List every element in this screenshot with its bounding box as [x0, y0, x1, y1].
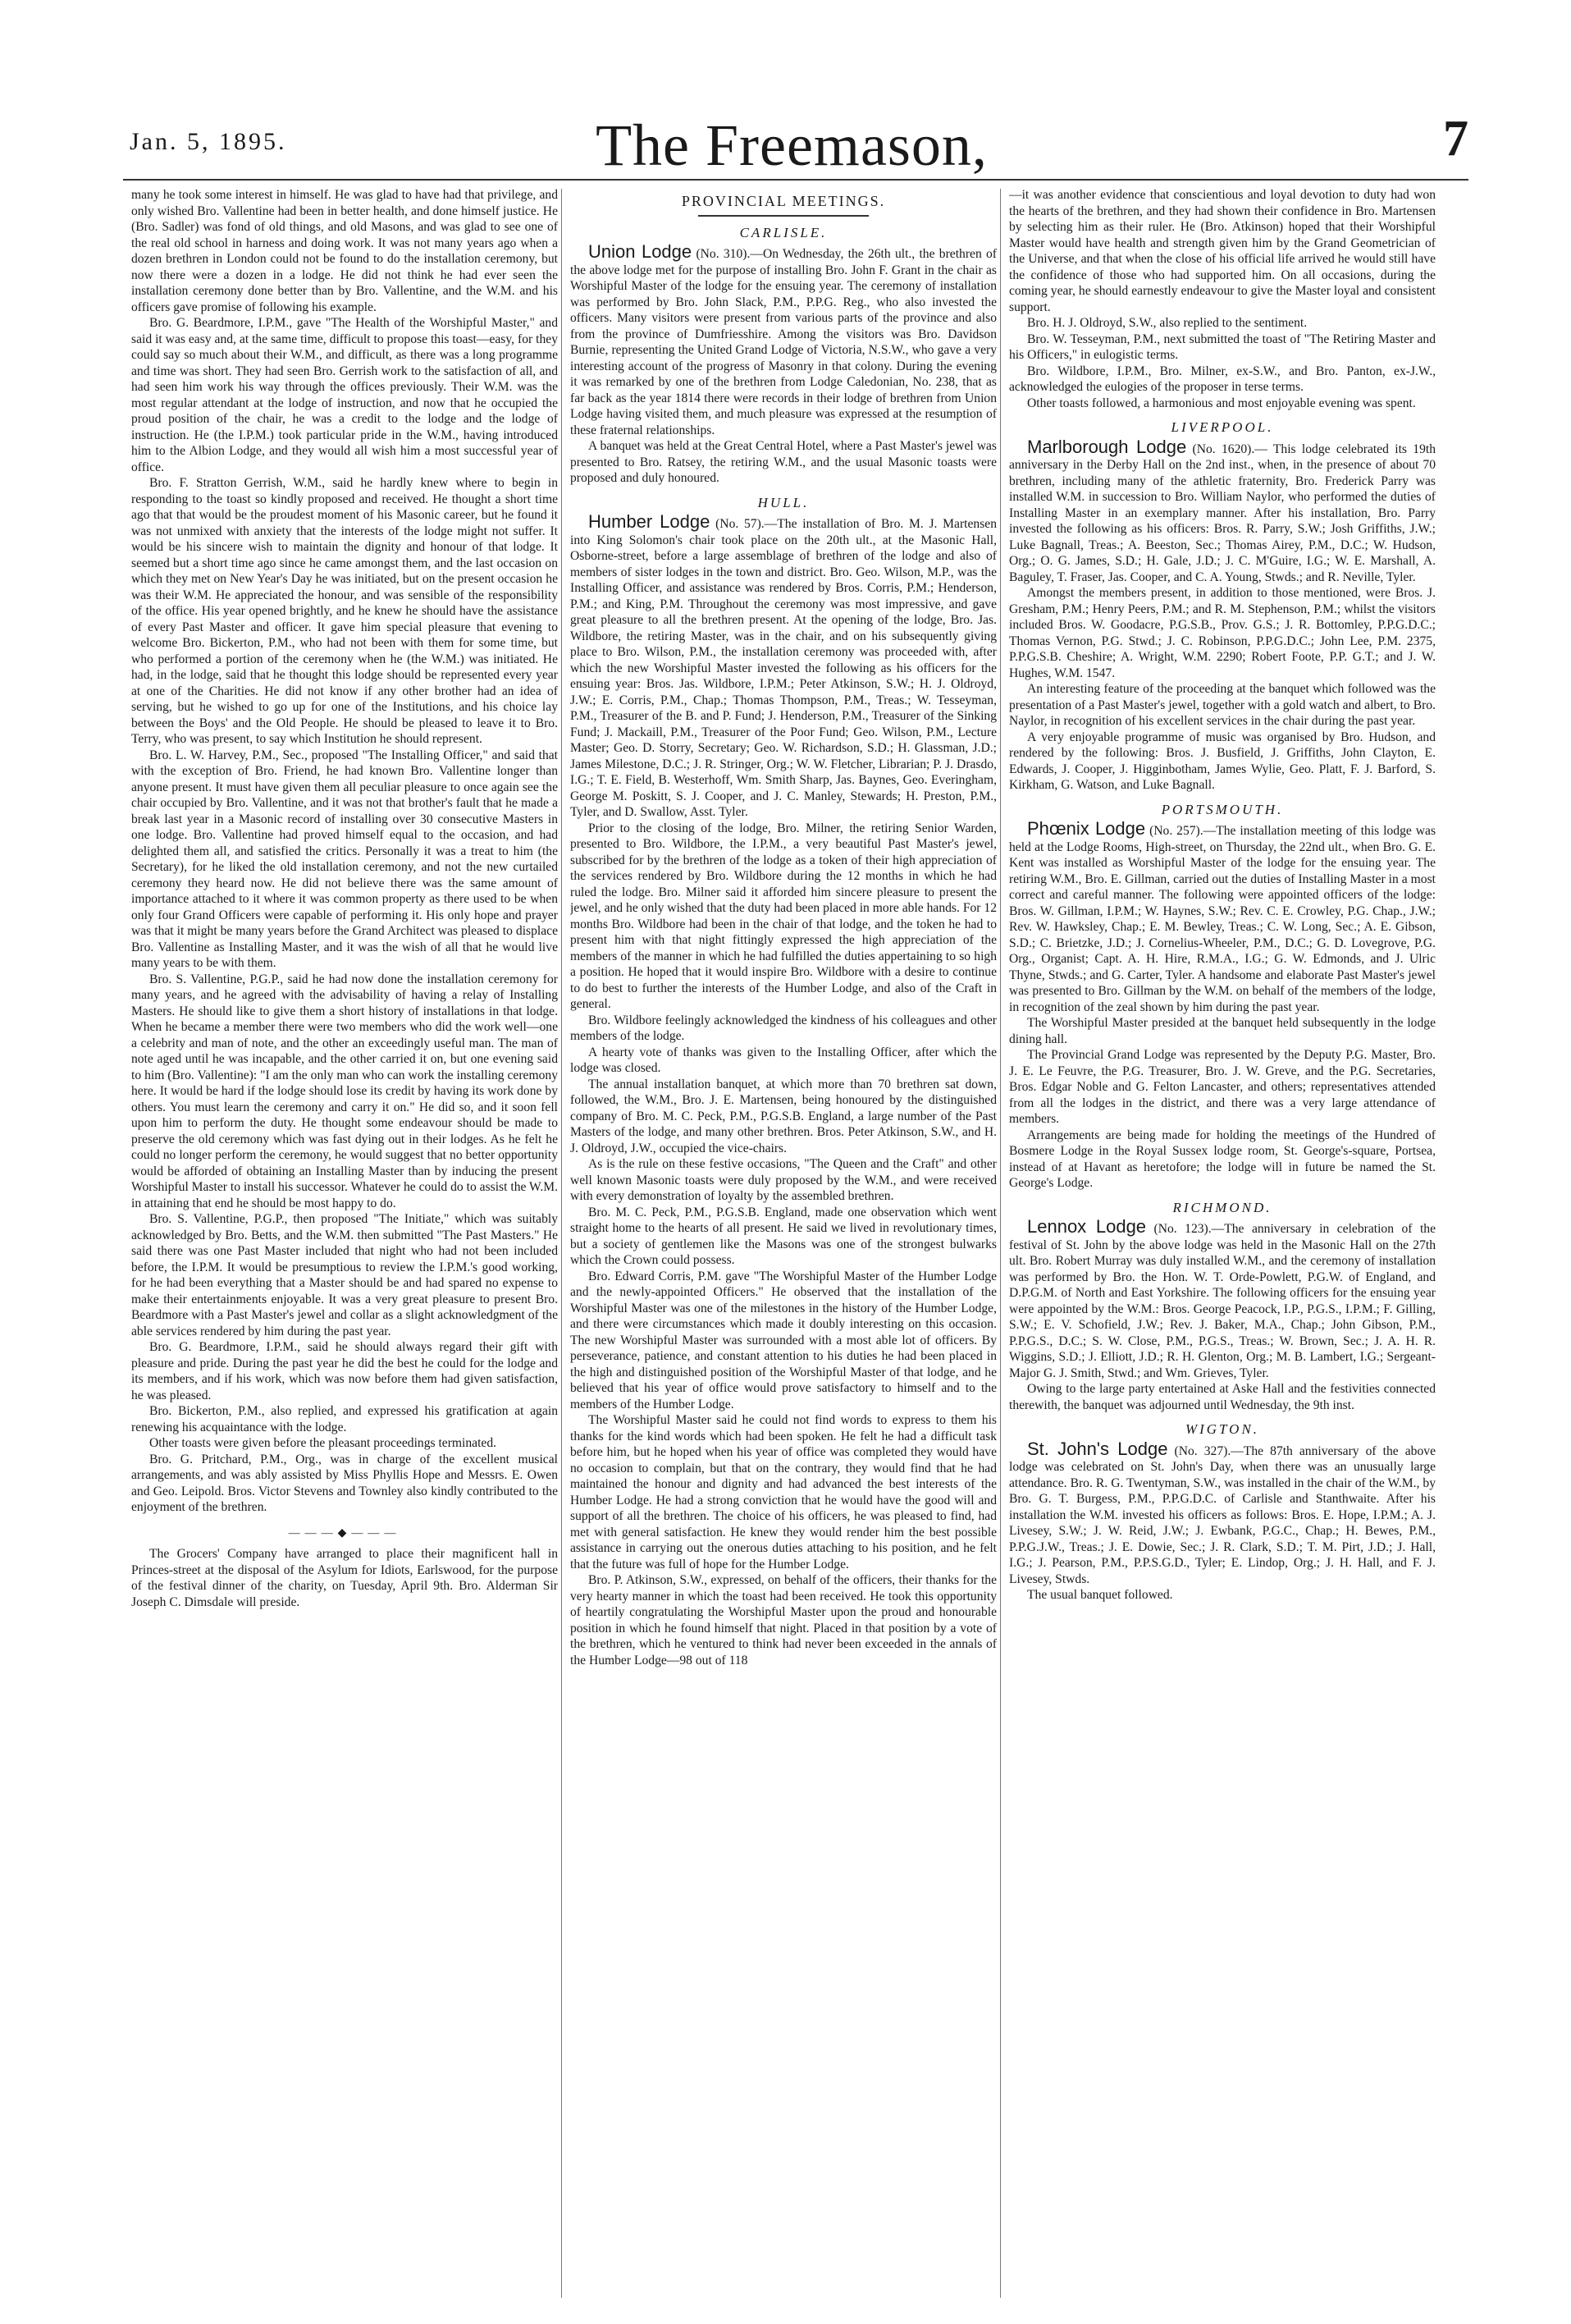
- lodge-name: Phœnix Lodge: [1027, 818, 1146, 839]
- paragraph: Bro. M. C. Peck, P.M., P.G.S.B. England, made one observation which went straight home to the hearts of all present. He said we lived in revolutionary times, but a society of gentlemen like the Masons was one of the strongest bulwarks which the Crown could possess.: [570, 1205, 997, 1267]
- paragraph: Bro. L. W. Harvey, P.M., Sec., proposed "The Installing Officer," and said that with the exception of Bro. Friend, he had known Bro. Vallentine longer than anyone present. It must have given them all peculiar pleasure to once again see the chair occupied by Bro. Vallentine, and it was not that brother's fault that he made a break last year in a Masonic record of installing over 30 consecutive Masters in one lodge. Bro. Vallentine had proved himself equal to the occasion, and had delighted them all, and satisfied the critics. Personally it was a treat to him (the Secretary), for he liked the old installation ceremony, and not the new curtailed ceremony they heard now. He did not believe there was the same amount of importance attached to it where it was common property as there used to be when only four Grand Officers were capable of performing it. His only hope and prayer was that it might be many years before the Grand Architect was pleased to displace Bro. Vallentine as Installing Master, and it was the wish of all that he would live many years to be with them.: [131, 748, 558, 970]
- paragraph: Prior to the closing of the lodge, Bro. Milner, the retiring Senior Warden, presented to Bro. Wildbore, the I.P.M., a very beautiful Past Master's jewel, subscribed for by the brethren of the lodge as a token of their high appreciation of the services rendered by Bro. Wildbore during the 12 months in which he had ruled the lodge. Bro. Milner said it afforded him sincere pleasure to present the jewel, and he only wished that the duty had been placed in more able hands. For 12 months Bro. Wildbore had been in the chair of that lodge, and the token he had to present him with that night fittingly expressed the high appreciation of the members of the manner in which he had fulfilled the duties appertaining to so high a position. He hoped that it would inspire Bro. Wildbore with a desire to continue to do best to further the interests of the Humber Lodge, and also of the Craft in general.: [570, 821, 997, 1011]
- place-heading-richmond: RICHMOND.: [1172, 1199, 1272, 1215]
- lodge-name: Marlborough Lodge: [1027, 436, 1187, 457]
- paragraph: Bro. S. Vallentine, P.G.P., then proposed "The Initiate," which was suitably acknowledged by Bro. Betts, and the W.M. then submitted "The Past Masters." He said there was one Past Master included that night who had not been included before, the I.P.M. It would be presumptious to review the I.P.M.'s good working, for he had been everything that a Master should be and had spared no expense to make their entertainments enjoyable. It was a very great pleasure to present Bro. Beardmore with a Past Master's jewel and collar as a slight acknowledgment of the able services rendered by him during the past year.: [131, 1212, 558, 1338]
- paragraph: Other toasts followed, a harmonious and most enjoyable evening was spent.: [1027, 396, 1416, 410]
- lodge-number: (No. 257).: [1149, 824, 1203, 838]
- column-1: [131, 187, 558, 2288]
- section-heading: PROVINCIAL MEETINGS.: [681, 193, 886, 209]
- column-2: [570, 187, 997, 2288]
- paragraph: many he took some interest in himself. He was glad to have had that privilege, and only wished Bro. Vallentine had been in better health, and done himself justice. He (Bro. Sadler) was fond of old things, and old Masons, and was glad to see one of the real old school in harness and doing work. It was not many years ago when a dozen brethren in London could not be found to do the installation ceremony, but now there were a dozen in a lodge. He did not think he had ever seen the installation ceremony done better than by Bro. Vallentine, and the W.M. and his officers gave promise of following his example.: [131, 188, 558, 314]
- issue-date: Jan. 5, 1895.: [130, 128, 287, 155]
- paragraph: Bro. Wildbore feelingly acknowledged the kindness of his colleagues and other members of the lodge.: [570, 1013, 997, 1043]
- paragraph: A hearty vote of thanks was given to the Installing Officer, after which the lodge was closed.: [570, 1045, 997, 1075]
- lodge-number: (No. 1620).: [1192, 441, 1255, 456]
- column-divider: [1000, 189, 1001, 2298]
- place-heading-carlisle: CARLISLE.: [739, 224, 828, 240]
- paragraph: Bro. Wildbore, I.P.M., Bro. Milner, ex-S.W., and Bro. Panton, ex-J.W., acknowledged the eulogies of the proposer in terse terms.: [1009, 364, 1436, 394]
- lodge-name: St. John's Lodge: [1027, 1438, 1168, 1459]
- masthead: [115, 111, 1468, 181]
- lodge-name: Union Lodge: [588, 241, 692, 262]
- paragraph: —it was another evidence that conscientious and loyal devotion to duty had won the hearts of the brethren, and they had shown their confidence in Bro. Martensen by selecting him as their ruler. He (Bro. Atkinson) hoped that their Worshipful Master would have health and strength given him by the Grand Geometrician of the Universe, and that when the close of his official life arrived he would still have the confidence of those who had supported him. On all occasions, during the coming year, he should earnestly endeavour to give the Master loyal and consistent support.: [1009, 188, 1436, 314]
- paragraph: Bro. H. J. Oldroyd, S.W., also replied to the sentiment.: [1027, 316, 1308, 330]
- lodge-report-lennox: [1009, 1216, 1436, 1381]
- paragraph: Bro. W. Tesseyman, P.M., next submitted the toast of "The Retiring Master and his Officers," in eulogistic terms.: [1009, 332, 1436, 362]
- paragraph: Bro. S. Vallentine, P.G.P., said he had now done the installation ceremony for many years, and he agreed with the advisability of having a relay of Installing Masters. He should like to give them a short history of installations in that lodge. When he became a member there were two members who did the work well—one a celebrity and man of note, and the other an exceedingly useful man. The man of note aged until he was incapable, and the other carried it on, but one evening said to him (Bro. Vallentine): "I am the only man who can work the installing ceremony here. It would be hard if the lodge should lose its credit by having its work done by others. You must learn the ceremony and carry it on." He did so, and it soon fell upon him to perform the duty. He thought some endeavour should be made to preserve the old ceremony which was fast dying out in their lodges. As he felt he could no longer perform the ceremony, he would suggest that no better opportunity would be afforded of obtaining an Installing Master than by inducing the present Worshipful Master to install his successor. Whatever he could do to assist the W.M. in attaining that end he should be most happy to do.: [131, 972, 558, 1210]
- paragraph: The Worshipful Master said he could not find words to express to them his thanks for the kind words which had been spoken. He felt he had a difficult task before him, but he hoped when his year of office was completed they would have no occasion to complain, but that on the contrary, they would find that he had maintained the honour and dignity and had advanced the best interests of the Humber Lodge. He had a strong conviction that he would have the good will and support of all the brethren. The choice of his officers, he was pleased to find, had met with general satisfaction. He knew they would render him the best possible assistance in carrying out the onerous duties attaching to his position, and he felt that the future was full of hope for the Humber Lodge.: [570, 1413, 997, 1571]
- paragraph: The Worshipful Master presided at the banquet held subsequently in the lodge dining hall.: [1009, 1016, 1436, 1046]
- paragraph: An interesting feature of the proceeding at the banquet which followed was the presentation of a Past Master's jewel, together with a gold watch and albert, to Bro. Naylor, in recognition of his excellent services in the chair during the past year.: [1009, 682, 1436, 728]
- report-text: —The installation of Bro. M. J. Martensen into King Solomon's chair took place on the 20th ult., at the Masonic Hall, Osborne-street, before a large assemblage of brethren of the lodge and also of members of sister lodges in the town and district. Bro. Geo. Wilson, M.P., was the Installing Officer, and assistance was rendered by Bros. Corris, P.M.; Henderson, P.M.; and King, P.M. Throughout the ceremony was most impressive, and gave great pleasure to all the brethren present. At the opening of the lodge, Bro. Jas. Wildbore, the retiring Master, was in the chair, and on his subsequently giving place to Bro. Wilson, P.M., the installation ceremony was proceeded with, after which the new Worshipful Master invested the following as his officers for the ensuing year: Bros. Jas. Wildbore, I.P.M.; Peter Atkinson, S.W.; H. J. Oldroyd, J.W.; E. Corris, P.M., Chap.; Thomas Thompson, P.M., Treas.; W. Tesseyman, P.M., Treasurer of the B. and P. Fund; J. Henderson, P.M., Treasurer of the Sinking Fund; J. Mackaill, P.M., Treasurer of the Poor Fund; Geo. Wilson, P.M., Lecture Master; Geo. D. Storry, Secretary; Geo. W. Richardson, S.D.; H. Glassman, J.D.; James Milestone, D.C.; J. R. Stringer, Org.; W. W. Fletcher, Librarian; P. J. Drasdo, I.G.; T. E. Field, B. Westerhoff, Wm. Smith Sharp, Jas. Baynes, Geo. Everingham, George M. Poskitt, S. J. Cooper, and J. C. Manley, Stewards; H. Preston, P.M., Tyler, and D. Swallow, Asst. Tyler.: [570, 517, 997, 819]
- report-text: —The anniversary in celebration of the festival of St. John by the above lodge was held in the Masonic Hall on the 27th ult. Bro. Robert Murray was duly installed W.M., and the ceremony of installation was performed by Bro. the Hon. W. T. Orde-Powlett, P.G.W. of England, and D.P.G.M. of North and East Yorkshire. The following officers for the ensuing year were appointed by the W.M.: Bros. George Peacock, I.P., P.G.S., I.P.M.; F. Gilling, S.W.; E. V. Schofield, J.W.; Rev. J. Baker, M.A., Chap.; John Gibson, P.M., P.P.G.S., D.C.; S. W. Close, P.M., P.G.S., Treas.; W. Brown, Sec.; J. A. H. R. Wiggins, S.D.; J. Elliott, J.D.; R. H. Glenton, Org.; M. B. Lambert, I.G.; Sergeant-Major G. J. Smith, Stwd.; and Wm. Grieves, Tyler.: [1009, 1222, 1436, 1380]
- grocers-company-note: The Grocers' Company have arranged to place their magnificent hall in Princes-street at the disposal of the Asylum for Idiots, Earlswood, for the purpose of the festival dinner of the charity, on Tuesday, April 9th. Bro. Alderman Sir Joseph C. Dimsdale will preside.: [131, 1547, 558, 1609]
- paragraph: The annual installation banquet, at which more than 70 brethren sat down, followed, the W.M., Bro. J. E. Martensen, being honoured by the distinguished company of Bro. M. C. Peck, P.M., P.G.S.B. England, a large number of the Past Masters of the lodge, and many other brethren. Bros. Peter Atkinson, S.W., and H. J. Oldroyd, J.W., occupied the vice-chairs.: [570, 1077, 997, 1155]
- paragraph: As is the rule on these festive occasions, "The Queen and the Craft" and other well known Masonic toasts were duly proposed by the W.M., and were received with every demonstration of loyalty by the assembled brethren.: [570, 1157, 997, 1203]
- place-heading-liverpool: LIVERPOOL.: [1171, 419, 1274, 435]
- column-divider: [561, 189, 562, 2298]
- place-heading-portsmouth: PORTSMOUTH.: [1161, 801, 1284, 817]
- paragraph: Bro. Edward Corris, P.M. gave "The Worshipful Master of the Humber Lodge and the newly-appointed Officers." He observed that the installation of the Worshipful Master was one of the milestones in the history of the Humber Lodge, and there were circumstances which made it doubly interesting on this occasion. The new Worshipful Master was surrounded with a most able lot of officers. By perseverance, patience, and constant attention to his duties he had been placed in the high and distinguished position of the Worshipful Master of that lodge, and he believed that his year of office would prove satisfactory to himself and to the members of the Humber Lodge.: [570, 1269, 997, 1411]
- place-heading-wigton: WIGTON.: [1185, 1421, 1260, 1437]
- paragraph: Bro. P. Atkinson, S.W., expressed, on behalf of the officers, their thanks for the very hearty manner in which the toast had been received. He took this opportunity of heartily congratulating the Worshipful Master upon the proud and honourable position in which he found himself that night. Placed in that position by a vote of the brethren, which he ventured to think had never been exceeded in the annals of the Humber Lodge—98 out of 118: [570, 1573, 997, 1668]
- paragraph: Bro. G. Beardmore, I.P.M., gave "The Health of the Worshipful Master," and said it was easy and, at the same time, difficult to propose this toast—easy, for they could say so much about their W.M., and difficult, as there was a long programme and time was short. They had seen Bro. Gerrish work to the satisfaction of all, and had seen him work his way through the offices previously. Their W.M. was the most regular attendant at the lodge of instruction, and now that he occupied the proud position of the chair, he was a credit to the lodge and the lodge of instruction. He (the I.P.M.) took particular pride in the W.M., having introduced him to the Albion Lodge, and they would all wish him a most successful year of office.: [131, 316, 558, 474]
- lodge-report-st-johns: [1009, 1438, 1436, 1588]
- lodge-report-union: [570, 241, 997, 438]
- paragraph: A banquet was held at the Great Central Hotel, where a Past Master's jewel was presented to Bro. Ratsey, the retiring W.M., and the usual Masonic toasts were proposed and duly honoured.: [570, 439, 997, 485]
- masthead-rule: [123, 179, 1468, 181]
- paragraph: Bro. G. Pritchard, P.M., Org., was in charge of the excellent musical arrangements, and was ably assisted by Miss Phyllis Hope and Messrs. E. Owen and Geo. Leipold. Bros. Victor Stevens and Townley also kindly contributed to the enjoyment of the brethren.: [131, 1452, 558, 1514]
- place-heading-hull: HULL.: [757, 494, 810, 510]
- report-text: —The 87th anniversary of the above lodge was celebrated on St. John's Day, when there was an unusually large attendance. Bro. R. G. Twentyman, S.W., was installed in the chair of the W.M., by Bro. G. T. Burgess, P.M., P.P.G.D.C. of Carlisle and Stanthwaite. After his installation the W.M. invested his officers as follows: Bros. E. Hope, I.P.M.; A. J. Livesey, S.W.; J. W. Reid, J.W.; J. Ewbank, P.G.C., Chap.; H. Bewes, P.M., P.P.G.J.W., Treas.; J. E. Dowie, Sec.; J. R. Clark, S.D.; T. M. Pirt, J.D.; J. Hall, I.G.; J. Pearson, P.M., P.P.S.G.D., Tyler; E. Lindop, Org.; J. H. Hall, and F. J. Livesey, Stwds.: [1009, 1443, 1436, 1586]
- paragraph: Bro. Bickerton, P.M., also replied, and expressed his gratification at again renewing his acquaintance with the lodge.: [131, 1404, 558, 1434]
- report-text: — This lodge celebrated its 19th anniversary in the Derby Hall on the 2nd inst., when, in the presence of about 70 brethren, including many of the athletic fraternity, Bro. Frederick Parry was installed W.M. in succession to Bro. William Naylor, who performed the duties of Installing Master in an exemplary manner. After his installation, Bro. Parry invested the following as his officers: Bros. R. Parry, S.W.; Josh Griffiths, J.W.; Luke Bagnall, Treas.; A. Beeston, Sec.; Thomas Airey, P.M., D.C.; W. Hudson, Org.; O. G. James, S.D.; H. Gale, J.D.; J. C. M'Guire, I.G.; W. E. Marshall, A. Baguley, T. Fraser, Jas. Cooper, and C. A. Young, Stwds.; and R. Neville, Tyler.: [1009, 441, 1436, 584]
- lodge-number: (No. 123).: [1153, 1222, 1212, 1236]
- lodge-number: (No. 327).: [1174, 1443, 1231, 1458]
- column-3: [1009, 187, 1436, 2288]
- paragraph: Arrangements are being made for holding the meetings of the Hundred of Bosmere Lodge in the Royal Sussex lodge room, St. George's-square, Portsea, instead of at Havant as heretofore; the lodge will in future be named the St. George's Lodge.: [1009, 1128, 1436, 1190]
- paragraph: Owing to the large party entertained at Aske Hall and the festivities connected therewith, the banquet was adjourned until Wednesday, the 9th inst.: [1009, 1382, 1436, 1412]
- lodge-number: (No. 310).: [696, 247, 751, 261]
- page-number: 7: [1443, 111, 1468, 167]
- paragraph: Bro. F. Stratton Gerrish, W.M., said he hardly knew where to begin in responding to the toast so kindly proposed and received. He thought a short time ago that that would be the proudest moment of his Masonic career, but he found it was not unmixed with anxiety that the interests of the lodge might not suffer. It would be his sincere wish to maintain the dignity and honour of that lodge. It seemed but a short time ago since he came amongst them, and the last occasion on which they met on New Year's Day he was initiated, but on the present occasion he was their W.M. He appreciated the honour, and was sensible of the responsibility of the office. His year opened brightly, and he knew he should have the assistance of every Past Master and officer. It gave him special pleasure that evening to welcome Bro. Bickerton, P.M., who had not been with them for some time, but who performed a portion of the ceremony when he (the W.M.) was initiated. He had, in the lodge, said that he thought this lodge should be represented every year at one of the Charities. He did not know if any other brother had an idea of serving, but he wished to go up for one of the Institutions, and his choice lay between the Boys' and the Old People. He should be pleased to leave it to Bro. Terry, who was present, to say which Institution he should represent.: [131, 476, 558, 746]
- divider-ornament: ———◆———: [288, 1526, 401, 1539]
- lodge-name: Humber Lodge: [588, 511, 710, 532]
- heading-rule: [698, 215, 869, 217]
- report-text: —On Wednesday, the 26th ult., the brethren of the above lodge met for the purpose of installing Bro. John F. Grant in the chair as Worshipful Master of the lodge for the ensuing year. The ceremony of installation was performed by Bro. John Slack, P.M., P.P.G. Reg., who also invested the officers. Many visitors were present from various parts of the province and also from the province of Dumfriesshire. Among the visitors was Bro. Davidson Burnie, representing the United Grand Lodge of Victoria, N.S.W., who gave a very interesting account of the progress of Masonry in that colony. During the evening it was remarked by one of the brethren from Lodge Caledonian, No. 238, that as far back as the year 1814 there were records in their lodge of brethren from Union Lodge having visited them, and much pleasure was expressed at the resumption of these fraternal relationships.: [570, 247, 997, 437]
- report-text: —The installation meeting of this lodge was held at the Lodge Rooms, High-street, on Thursday, the 22nd ult., when Bro. G. E. Kent was installed as Worshipful Master of the lodge for the ensuing year. The retiring W.M., Bro. E. Gillman, carried out the duties of Installing Master in a most correct and careful manner. The following were appointed officers of the lodge: Bros. W. Gillman, I.P.M.; W. Haynes, S.W.; Rev. C. E. Crowley, P.G. Chap., J.W.; Rev. W. Hawksley, Chap.; E. M. Bewley, Treas.; C. W. Long, Sec.; A. E. Gibson, S.D.; C. Brietzke, J.D.; J. Cornelius-Wheeler, P.M., D.C.; G. D. Lovegrove, P.G. Org., Organist; Capt. A. H. Hire, R.M.A., I.G.; G. W. Edmonds, and J. Ulric Thyne, Stwds.; and G. Carter, Tyler. A handsome and elaborate Past Master's jewel was presented to Bro. Gillman by the W.M. on behalf of the members of the lodge, in recognition of the zeal shown by him during the past year.: [1009, 824, 1436, 1014]
- paragraph: The Provincial Grand Lodge was represented by the Deputy P.G. Master, Bro. J. E. Le Feuvre, the P.G. Treasurer, Bro. J. W. Greve, and the P.G. Secretaries, Bros. Edgar Noble and G. Felton Lancaster, and others; representatives attended from all the lodges in the district, and there was a very large attendance of members.: [1009, 1048, 1436, 1126]
- paragraph: Bro. G. Beardmore, I.P.M., said he should always regard their gift with pleasure and pride. During the past year he did the best he could for the lodge and its members, and if his work, which was now before them had given satisfaction, he was pleased.: [131, 1340, 558, 1402]
- paragraph: The usual banquet followed.: [1027, 1588, 1173, 1602]
- lodge-report-humber: [570, 511, 997, 821]
- paragraph: A very enjoyable programme of music was organised by Bro. Hudson, and rendered by the following: Bros. J. Busfield, J. Griffiths, John Clayton, E. Edwards, J. Cooper, J. Higginbotham, James Wylie, Geo. Platt, F. J. Barford, S. Kirkham, G. Watson, and Luke Bagnall.: [1009, 730, 1436, 792]
- paragraph: Amongst the members present, in addition to those mentioned, were Bros. J. Gresham, P.M.; Henry Peers, P.M.; and R. M. Stephenson, P.M.; whilst the visitors included Bros. W. Goodacre, P.G.S.B., Prov. G.S.; J. R. Bottomley, P.P.G.D.C.; Thomas Vernon, P.G. Stwd.; J. C. Robinson, P.P.G.D.C.; John Lee, P.M. 2375, P.P.G.S.B. Cheshire; A. Wright, W.M. 2290; Robert Foote, P.P. G.T.; and J. W. Hughes, W.M. 1547.: [1009, 586, 1436, 680]
- lodge-number: (No. 57).: [715, 517, 765, 531]
- lodge-name: Lennox Lodge: [1027, 1216, 1147, 1237]
- newspaper-title: The Freemason,: [596, 112, 988, 178]
- lodge-report-marlborough: [1009, 436, 1436, 586]
- paragraph: Other toasts were given before the pleasant proceedings terminated.: [149, 1436, 497, 1450]
- lodge-report-phoenix: [1009, 818, 1436, 1015]
